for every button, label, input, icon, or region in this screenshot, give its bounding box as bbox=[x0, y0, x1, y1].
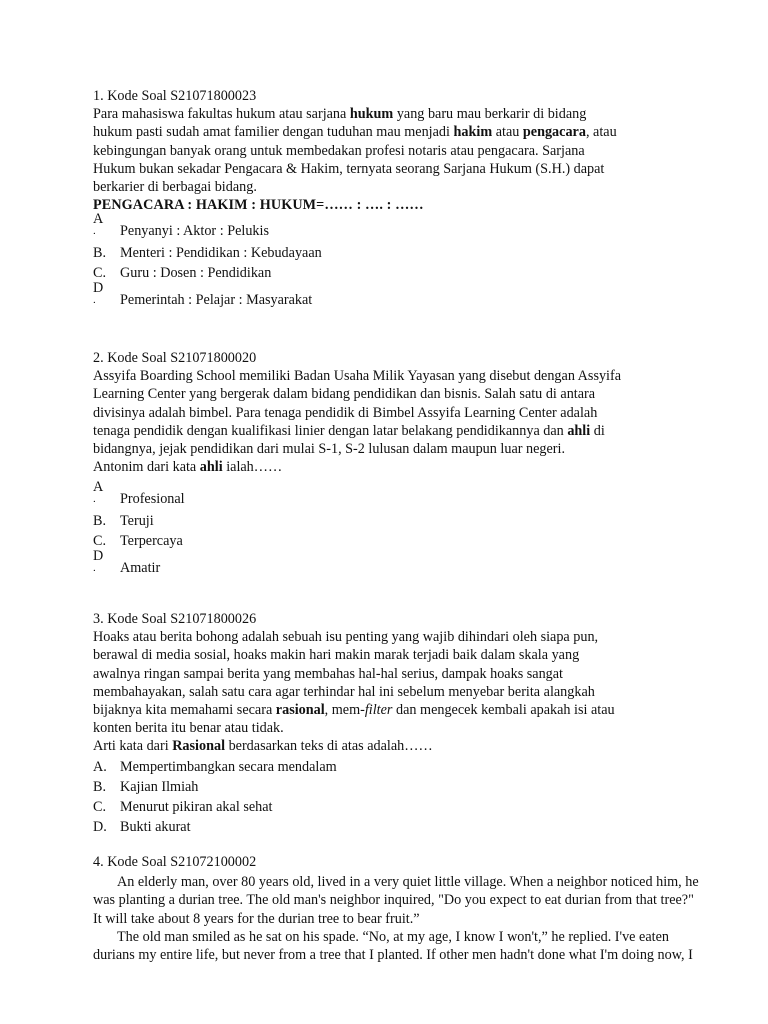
text: ialah…… bbox=[222, 459, 283, 476]
question-4-paragraph-2: The old man smiled as he sat on his spade. “No, at my age, I know I won't,” he replied. I've eaten bbox=[117, 928, 669, 945]
option-b[interactable] bbox=[93, 777, 673, 797]
question-4-code: 4. Kode Soal S21072100002 bbox=[93, 854, 257, 870]
text: Para mahasiswa fakultas hukum atau sarjana bbox=[93, 106, 350, 123]
question-3-line-4: membahayakan, salah satu cara agar terhindar hal ini sebelum menyebar berita alangkah bbox=[93, 683, 595, 700]
text: hukum pasti sudah amat familier dengan tuduhan mau menjadi bbox=[93, 124, 454, 141]
question-4-paragraph-1 bbox=[93, 873, 761, 891]
question-1-options bbox=[93, 211, 673, 312]
option-d[interactable] bbox=[93, 280, 673, 312]
text: bijaknya kita memahami secara bbox=[93, 702, 276, 719]
bold-term: pengacara bbox=[522, 124, 586, 141]
text: tenaga pendidik dengan kualifikasi linier dengan latar belakang pendidikannya dan bbox=[93, 422, 568, 439]
question-3-prompt bbox=[93, 737, 673, 755]
question-3-code: 3. Kode Soal S21071800026 bbox=[93, 611, 257, 627]
option-a[interactable] bbox=[93, 757, 673, 777]
question-4-line-3: It will take about 8 years for the durian tree to bear fruit.” bbox=[93, 910, 420, 927]
question-2 bbox=[93, 349, 673, 580]
text: Antonim dari kata bbox=[93, 459, 200, 476]
text: yang baru mau berkarir di bidang bbox=[393, 106, 587, 123]
option-letter: C. bbox=[93, 265, 107, 282]
text: dan mengecek kembali apakah isi atau bbox=[392, 702, 615, 719]
text: Arti kata dari bbox=[93, 738, 173, 755]
option-text: Amatir bbox=[120, 560, 161, 577]
bold-term: ahli bbox=[199, 459, 223, 476]
question-4-line-2: was planting a durian tree. The old man's neighbor inquired, "Do you expect to eat durian from that tree?" bbox=[93, 892, 694, 909]
option-letter: A bbox=[93, 479, 104, 496]
question-2-prompt bbox=[93, 458, 673, 476]
text: , atau bbox=[585, 124, 617, 141]
italic-term: filter bbox=[364, 702, 393, 719]
question-3-line-1: Hoaks atau berita bohong adalah sebuah isu penting yang wajib dihindari oleh siapa pun, bbox=[93, 629, 599, 646]
option-c[interactable] bbox=[93, 797, 673, 817]
option-letter: B. bbox=[93, 778, 107, 795]
option-text: Mempertimbangkan secara mendalam bbox=[120, 758, 337, 775]
option-dot: . bbox=[93, 294, 96, 307]
option-letter: C. bbox=[93, 798, 107, 815]
question-1 bbox=[93, 87, 673, 312]
text: An elderly man, over 80 years old, lived in a very quiet little village. When a neighbor noticed him, he bbox=[117, 874, 699, 891]
question-3-line-5 bbox=[93, 701, 673, 719]
option-letter: D bbox=[93, 548, 104, 565]
option-text: Pemerintah : Pelajar : Masyarakat bbox=[120, 292, 313, 309]
option-b[interactable] bbox=[93, 243, 673, 263]
question-1-line-2 bbox=[93, 123, 673, 141]
question-3-line-2: berawal di media sosial, hoaks makin hari makin marak terjadi baik dalam skala yang bbox=[93, 647, 580, 664]
question-1-code: 1. Kode Soal S21071800023 bbox=[93, 88, 257, 104]
text: di bbox=[590, 422, 605, 439]
question-3-options bbox=[93, 757, 673, 837]
option-dot: . bbox=[93, 562, 96, 575]
option-letter: B. bbox=[93, 513, 107, 530]
bold-term: Rasional bbox=[172, 738, 226, 755]
bold-term: hukum bbox=[349, 106, 394, 123]
option-a[interactable] bbox=[93, 211, 673, 243]
option-text: Penyanyi : Aktor : Pelukis bbox=[120, 223, 269, 240]
option-text: Kajian Ilmiah bbox=[120, 778, 199, 795]
question-4-line-5: durians my entire life, but never from a tree that I planted. If other men hadn't done what I'm doing now, I bbox=[93, 947, 693, 964]
option-text: Bukti akurat bbox=[120, 818, 191, 835]
bold-term: rasional bbox=[275, 702, 325, 719]
question-2-line-5: bidangnya, jejak pendidikan dari mulai S-1, S-2 lulusan dalam maupun luar negeri. bbox=[93, 441, 566, 458]
question-1-analogy: PENGACARA : HAKIM : HUKUM=…… : …. : …… bbox=[93, 197, 424, 214]
option-text: Guru : Dosen : Pendidikan bbox=[120, 265, 272, 282]
option-c[interactable] bbox=[93, 531, 673, 551]
option-letter: A. bbox=[93, 758, 107, 775]
question-3 bbox=[93, 610, 673, 837]
question-3-line-6: konten berita itu benar atau tidak. bbox=[93, 720, 284, 737]
option-text: Menteri : Pendidikan : Kebudayaan bbox=[120, 245, 322, 262]
question-2-line-3: divisinya adalah bimbel. Para tenaga pendidik di Bimbel Assyifa Learning Center adalah bbox=[93, 404, 598, 421]
question-2-line-1: Assyifa Boarding School memiliki Badan Usaha Milik Yayasan yang disebut dengan Assyifa bbox=[93, 368, 622, 385]
option-text: Profesional bbox=[120, 491, 185, 508]
question-2-line-2: Learning Center yang bergerak dalam bidang pendidikan dan bisnis. Salah satu di antara bbox=[93, 386, 596, 403]
option-text: Terpercaya bbox=[120, 533, 183, 550]
question-2-options bbox=[93, 479, 673, 580]
text: , mem- bbox=[324, 702, 365, 719]
option-b[interactable] bbox=[93, 511, 673, 531]
bold-term: ahli bbox=[567, 422, 591, 439]
option-dot: . bbox=[93, 225, 96, 238]
question-1-line-1 bbox=[93, 105, 673, 123]
text: atau bbox=[492, 124, 523, 141]
option-letter: D. bbox=[93, 818, 107, 835]
question-2-code: 2. Kode Soal S21071800020 bbox=[93, 350, 257, 366]
option-d[interactable] bbox=[93, 548, 673, 580]
text: berdasarkan teks di atas adalah…… bbox=[225, 738, 433, 755]
option-text: Teruji bbox=[120, 513, 154, 530]
question-1-line-5: berkarier di berbagai bidang. bbox=[93, 179, 257, 196]
question-4 bbox=[93, 853, 761, 964]
option-a[interactable] bbox=[93, 479, 673, 511]
question-1-line-4: Hukum bukan sekadar Pengacara & Hakim, ternyata seorang Sarjana Hukum (S.H.) dapat bbox=[93, 160, 605, 177]
option-letter: B. bbox=[93, 245, 107, 262]
option-letter: C. bbox=[93, 533, 107, 550]
option-text: Menurut pikiran akal sehat bbox=[120, 798, 273, 815]
question-2-line-4 bbox=[93, 422, 673, 440]
option-letter: A bbox=[93, 211, 104, 228]
question-3-line-3: awalnya ringan sampai berita yang membahas hal-hal serius, dampak hoaks sangat bbox=[93, 665, 564, 682]
bold-term: hakim bbox=[453, 124, 493, 141]
option-letter: D bbox=[93, 280, 104, 297]
question-1-line-3: kebingungan banyak orang untuk membedakan profesi notaris atau pengacara. Sarjana bbox=[93, 142, 585, 159]
option-dot: . bbox=[93, 493, 96, 506]
option-c[interactable] bbox=[93, 263, 673, 283]
option-d[interactable] bbox=[93, 817, 673, 837]
